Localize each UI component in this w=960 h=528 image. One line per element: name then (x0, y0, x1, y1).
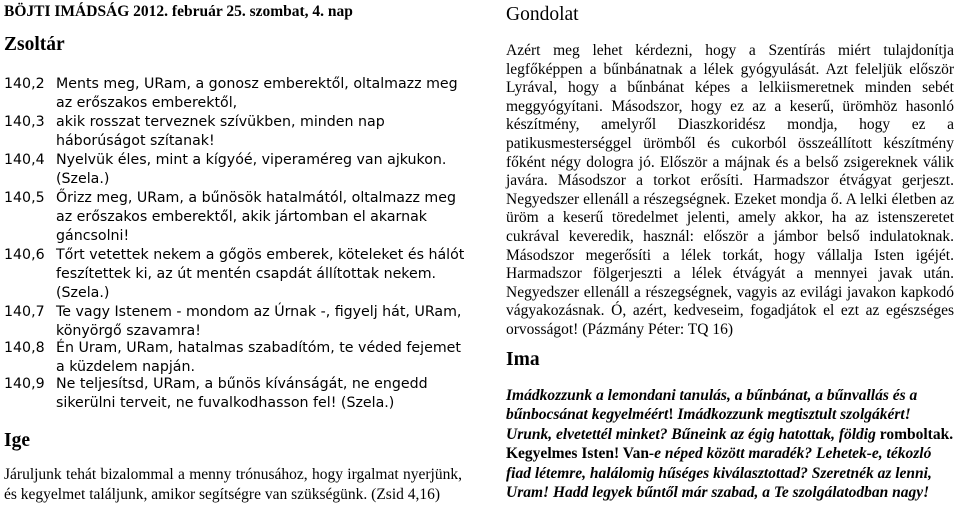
ima-text (506, 386, 956, 502)
verse-number: 140,6 (4, 247, 45, 263)
psalm-verse (4, 189, 466, 245)
gondolat-heading: Gondolat (506, 4, 579, 25)
psalm-verse (4, 246, 466, 302)
gondolat-text: Azért meg lehet kérdezni, hogy a Szentírás miért tulajdonítja legfőképpen a bűnbánatnak a lélek gyógyulását. Azt feleljük először Lyrával, hogy a bűnbánat képes a lelkiismeretnek minden sebét meggyógyítani. Másodszor, hogy ez az a keserű, ürömhöz hasonló készítmény, amelyről Diaszkoridész mondja, hogy ez a patikusmesterséggel ürömből és cukorból összeállított készítmény főként négy dologra jó. Először a májnak és a belső zsigereknek válik javára. Másodszor a torkot erősíti. Harmadszor étvágyat gerjeszt. Negyedszer ellenáll a részegségnek. Ezeket mondja ő. A lelki életben az üröm a keserű töredelmet jelenti, amely akkor, ha az istenszeretet cukrával keveredik, használ: először a jámbor belső indulatoknak. Másodszor megerősíti a lélek torkát, hogy vállalja Isten igéjét. Harmadszor fölgerjeszti a lélek étvágyát a mennyei javak után. Negyedszer ellenáll a részegségnek, vagyis az evilági javakon kapkodó vágyakozásnak. Ó, azért, kedveseim, fogadjátok el ezt az egészséges orvosságot! (Pázmány Péter: TQ 16) (506, 42, 954, 338)
psalm-verse (4, 303, 466, 341)
ima-segment: Urunk, elvetettél minket? Bűneink az égig hatottak, földig (506, 425, 876, 443)
verse-number: 140,5 (4, 190, 45, 206)
psalm-verse (4, 75, 466, 113)
verse-text: Én Uram, URam, hatalmas szabadítóm, te véded fejemet a küzdelem napján. (56, 340, 461, 375)
page-header: BÖJTI IMÁDSÁG 2012. február 25. szombat, 4. nap (4, 3, 353, 20)
ige-text: Járuljunk tehát bizalommal a menny trónusához, hogy irgalmat nyerjünk, és kegyelmet találjunk, amikor segítségre van szükségünk. (Zsid 4,16) (4, 466, 462, 503)
verse-number: 140,3 (4, 114, 45, 130)
verse-number: 140,4 (4, 152, 45, 168)
verse-text: Te vagy Istenem - mondom az Úrnak -, figyelj hát, URam, könyörgő szavamra! (56, 304, 462, 339)
psalm-verse (4, 339, 466, 377)
psalm-verse (4, 375, 466, 413)
psalm-verse (4, 113, 466, 151)
verse-number: 140,7 (4, 304, 45, 320)
psalm-verse (4, 151, 466, 189)
zsoltar-heading: Zsoltár (4, 34, 65, 55)
verse-number: 140,9 (4, 376, 45, 392)
ima-segment: -e néped között maradék? Lehetek-e, tékozló fiad létemre, halálomig hűséges kiválasztottad? Szeretnék az lenni, Uram! Hadd legyek bűntől már szabad, a Te szolgálatodban nagy! (506, 445, 932, 502)
ima-segment: Imádkozzunk a lemondani tanulás, a bűnbánat, a bűnvallás és a bűnbocsánat kegyelméért (506, 387, 918, 424)
verse-text: Ments meg, URam, a gonosz emberektől, oltalmazz meg az erőszakos emberektől, (56, 76, 458, 111)
ima-segment: romboltak. Kegyelmes Isten! Van (506, 425, 954, 463)
ima-segment: ! (668, 406, 678, 424)
verse-text: Ne teljesítsd, URam, a bűnös kívánságát, ne engedd sikerülni terveit, ne fuvalkodhasson fel! (Szela.) (56, 376, 428, 411)
verse-number: 140,2 (4, 76, 45, 92)
verse-text: Őrizz meg, URam, a bűnösök hatalmától, oltalmazz meg az erőszakos emberektől, akik jártomban el akarnak gáncsolni! (56, 190, 456, 244)
verse-number: 140,8 (4, 340, 45, 356)
verse-text: Tőrt vetettek nekem a gőgös emberek, köteleket és hálót feszítettek ki, az út mentén csapdát állítottak nekem. (Szela.) (56, 247, 465, 301)
ima-segment: Imádkozzunk megtisztult szolgákért! (677, 406, 911, 424)
ima-heading: Ima (506, 349, 540, 370)
ige-heading: Ige (4, 430, 30, 451)
verse-text: akik rosszat terveznek szívükben, minden nap háborúságot szítanak! (56, 114, 385, 149)
verse-text: Nyelvük éles, mint a kígyóé, viperaméreg van ajkukon. (Szela.) (56, 152, 447, 187)
